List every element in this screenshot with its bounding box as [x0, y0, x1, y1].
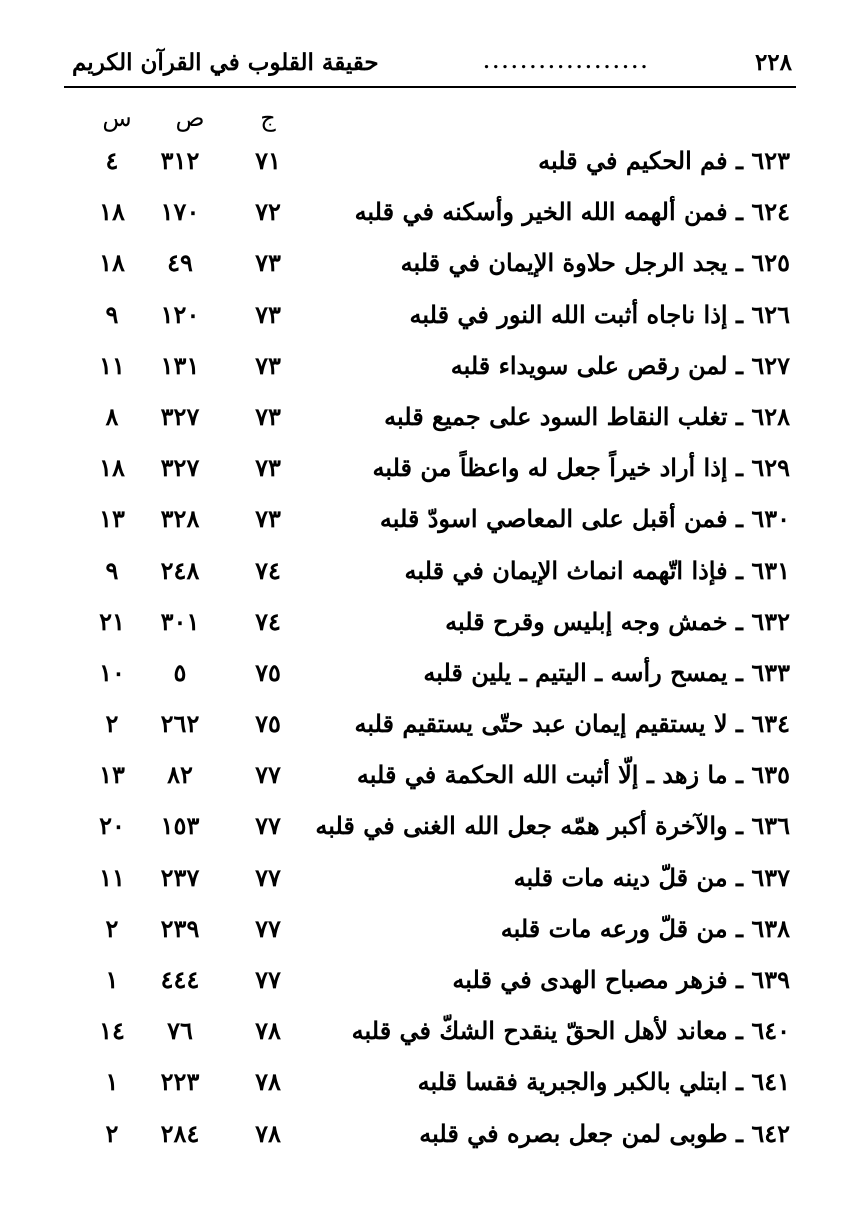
entry-text: ٦٣٠ ـ فمن أقبل على المعاصي اسودّ قلبه	[379, 504, 790, 534]
line-ref: ١	[105, 965, 119, 994]
page-ref: ٧٦	[167, 1016, 193, 1046]
table-row	[0, 498, 862, 549]
table-row	[0, 805, 862, 856]
table-row	[0, 447, 862, 498]
table-row	[0, 652, 862, 703]
volume-number: ٧٨	[255, 1016, 281, 1046]
table-row	[0, 754, 862, 805]
table-row	[0, 1113, 862, 1164]
column-header-j: ج	[260, 104, 276, 132]
table-row	[0, 601, 862, 652]
table-row	[0, 140, 862, 191]
volume-number: ٧٣	[255, 299, 281, 329]
page-header	[72, 40, 792, 84]
line-ref: ٢	[105, 1118, 119, 1148]
column-header-sin: س	[102, 104, 132, 132]
page-ref: ٣١٢	[160, 146, 200, 175]
volume-number: ٧٣	[255, 401, 281, 431]
volume-number: ٧٥	[255, 657, 281, 687]
page-ref: ١٣١	[160, 350, 200, 380]
line-ref: ٤	[105, 146, 119, 175]
volume-number: ٧٣	[255, 248, 281, 278]
line-ref: ١٣	[99, 504, 125, 534]
volume-number: ٧٧	[255, 811, 281, 841]
line-ref: ٩	[105, 299, 119, 329]
page-ref: ٢٤٨	[160, 555, 200, 585]
page-ref: ١٥٣	[160, 811, 200, 841]
table-row	[0, 550, 862, 601]
line-ref: ٢	[105, 709, 119, 739]
page-ref: ٨٢	[167, 760, 193, 790]
page-ref: ٢٣٩	[160, 913, 200, 943]
volume-number: ٧٧	[255, 760, 281, 790]
line-ref: ١	[105, 1067, 119, 1097]
table-row	[0, 1061, 862, 1112]
volume-number: ٧٧	[255, 862, 281, 892]
entry-text: ٦٢٧ ـ لمن رقص على سويداء قلبه	[450, 350, 790, 380]
entry-text: ٦٢٤ ـ فمن ألهمه الله الخير وأسكنه في قلبه	[354, 197, 790, 227]
page-ref: ١٧٠	[160, 197, 200, 227]
page-ref: ٣٠١	[160, 606, 200, 636]
volume-number: ٧٤	[255, 555, 281, 585]
line-ref: ١٣	[99, 760, 125, 790]
volume-number: ٧٢	[255, 197, 281, 227]
line-ref: ٩	[105, 555, 119, 585]
line-ref: ٢١	[99, 606, 125, 636]
page-ref: ٣٢٧	[160, 453, 200, 483]
table-row	[0, 857, 862, 908]
volume-number: ٧٣	[255, 504, 281, 534]
line-ref: ٢٠	[99, 811, 125, 841]
entry-text: ٦٣٨ ـ من قلّ ورعه مات قلبه	[500, 913, 790, 943]
book-title: حقيقة القلوب في القرآن الكريم	[72, 48, 379, 76]
page-ref: ٢٦٢	[160, 709, 200, 739]
line-ref: ١٨	[99, 248, 125, 278]
line-ref: ٢	[105, 913, 119, 943]
entry-text: ٦٢٣ ـ فم الحكيم في قلبه	[538, 146, 790, 175]
line-ref: ١٠	[99, 657, 125, 687]
entry-text: ٦٤٠ ـ معاند لأهل الحقّ ينقدح الشكّ في قلبه	[351, 1016, 790, 1046]
table-row	[0, 396, 862, 447]
page-ref: ٣٢٨	[160, 504, 200, 534]
table-row	[0, 345, 862, 396]
volume-number: ٧٣	[255, 453, 281, 483]
column-headers	[0, 104, 862, 140]
entry-text: ٦٣٩ ـ فزهر مصباح الهدى في قلبه	[452, 965, 790, 994]
page-ref: ٢٢٣	[160, 1067, 200, 1097]
entry-text: ٦٢٨ ـ تغلب النقاط السود على جميع قلبه	[384, 401, 790, 431]
entry-text: ٦٣٦ ـ والآخرة أكبر همّه جعل الله الغنى في قلبه	[315, 811, 790, 841]
line-ref: ١١	[99, 862, 125, 892]
table-row	[0, 959, 862, 1010]
line-ref: ١٤	[99, 1016, 125, 1046]
entry-text: ٦٣٢ ـ خمش وجه إبليس وقرح قلبه	[445, 606, 790, 636]
volume-number: ٧٣	[255, 350, 281, 380]
entry-text: ٦٢٦ ـ إذا ناجاه أثبت الله النور في قلبه	[409, 299, 790, 329]
page-ref: ٣٢٧	[160, 401, 200, 431]
table-row	[0, 294, 862, 345]
entry-text: ٦٢٩ ـ إذا أراد خيراً جعل له واعظاً من قلبه	[372, 453, 790, 483]
page-ref: ٢٣٧	[160, 862, 200, 892]
volume-number: ٧١	[255, 146, 281, 175]
entry-text: ٦٣٣ ـ يمسح رأسه ـ اليتيم ـ يلين قلبه	[423, 657, 790, 687]
entry-text: ٦٣٤ ـ لا يستقيم إيمان عبد حتّى يستقيم قلبه	[354, 709, 790, 739]
page-ref: ٢٨٤	[160, 1118, 200, 1148]
line-ref: ١١	[99, 350, 125, 380]
page-number: ٢٢٨	[754, 48, 792, 76]
volume-number: ٧٧	[255, 913, 281, 943]
volume-number: ٧٥	[255, 709, 281, 739]
index-table	[0, 140, 862, 1164]
volume-number: ٧٨	[255, 1067, 281, 1097]
table-row	[0, 908, 862, 959]
page-ref: ٥	[173, 657, 187, 687]
page-ref: ٤٩	[167, 248, 193, 278]
line-ref: ١٨	[99, 453, 125, 483]
header-leader-dots: ..................	[483, 51, 651, 73]
table-row	[0, 1010, 862, 1061]
line-ref: ٨	[105, 401, 119, 431]
table-row	[0, 191, 862, 242]
page-ref: ٤٤٤	[160, 965, 200, 994]
entry-text: ٦٤١ ـ ابتلي بالكبر والجبرية فقسا قلبه	[417, 1067, 790, 1097]
line-ref: ١٨	[99, 197, 125, 227]
entry-text: ٦٢٥ ـ يجد الرجل حلاوة الإيمان في قلبه	[400, 248, 790, 278]
table-row	[0, 242, 862, 293]
column-header-s: ص	[175, 104, 205, 132]
header-rule	[64, 86, 796, 88]
entry-text: ٦٤٢ ـ طوبى لمن جعل بصره في قلبه	[419, 1118, 790, 1148]
entry-text: ٦٣١ ـ فإذا اتّهمه انماث الإيمان في قلبه	[404, 555, 790, 585]
volume-number: ٧٨	[255, 1118, 281, 1148]
entry-text: ٦٣٥ ـ ما زهد ـ إلّا أثبت الله الحكمة في قلبه	[356, 760, 790, 790]
table-row	[0, 703, 862, 754]
volume-number: ٧٤	[255, 606, 281, 636]
volume-number: ٧٧	[255, 965, 281, 994]
page-ref: ١٢٠	[160, 299, 200, 329]
entry-text: ٦٣٧ ـ من قلّ دينه مات قلبه	[513, 862, 790, 892]
